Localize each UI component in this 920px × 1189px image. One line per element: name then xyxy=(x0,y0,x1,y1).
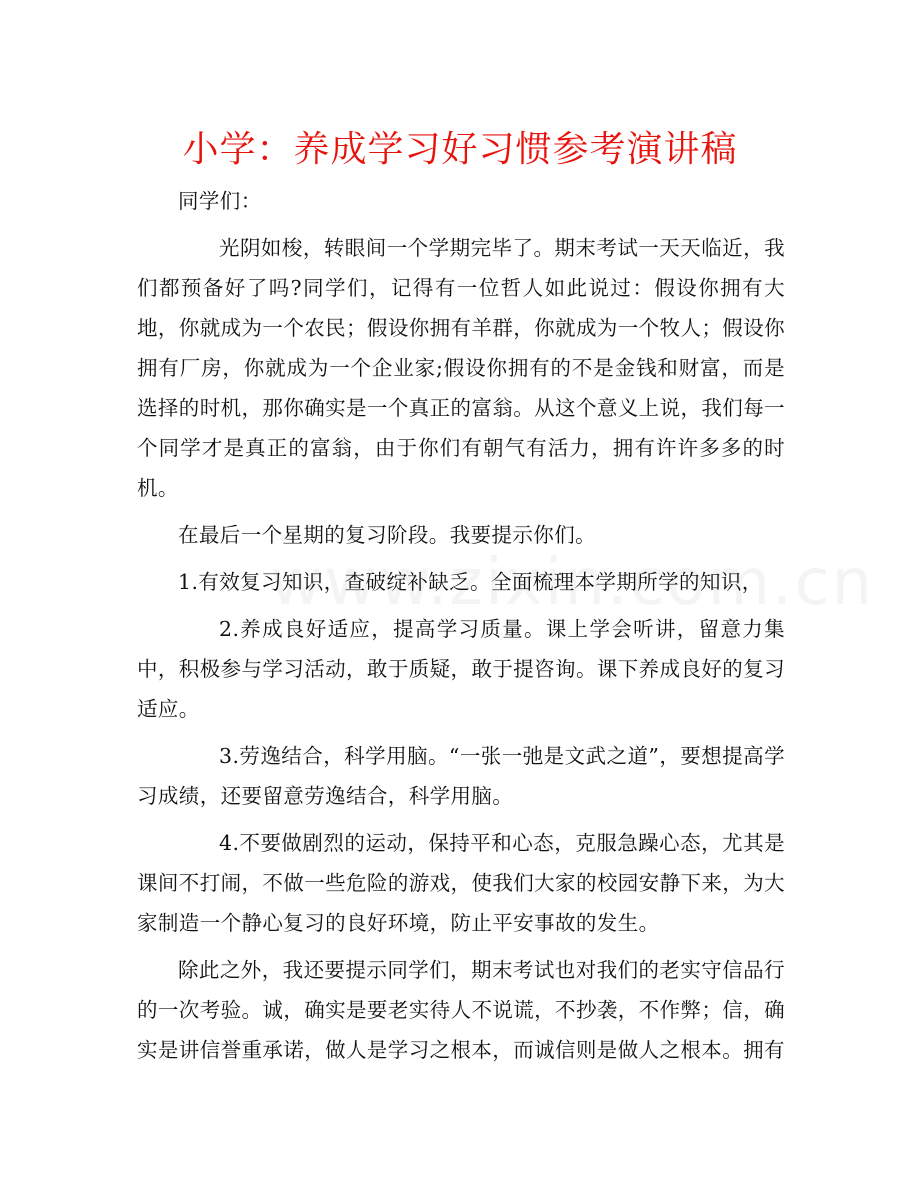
list-item-2: 2.养成良好适应，提高学习质量。课上学会听讲，留意力集中，积极参与学习活动，敢于质疑，敢于提咨询。课下养成良好的复习适应。 xyxy=(137,617,785,721)
body-paragraph-2: 在最后一个星期的复习阶段。我要提示你们。 xyxy=(178,523,596,547)
body-paragraph-1: 光阴如梭，转眼间一个学期完毕了。期末考试一天天临近，我们都预备好了吗?同学们，记得有一位哲人如此说过：假设你拥有大地，你就成为一个农民；假设你拥有羊群，你就成为一个牧人；假设你拥有厂房，你就成为一个企业家;假设你拥有的不是金钱和财富，而是选择的时机，那你确实是一个真正的富翁。从这个意义上说，我们每一个同学才是真正的富翁，由于你们有朝气有活力，拥有许许多多的时机。 xyxy=(137,236,785,500)
document-title: 小学：养成学习好习惯参考演讲稿 xyxy=(182,129,738,170)
document-body xyxy=(137,181,785,1070)
list-item-4: 4.不要做剧烈的运动，保持平和心态，克服急躁心态，尤其是课间不打闹，不做一些危险的游戏，使我们大家的校园安静下来，为大家制造一个静心复习的良好环境，防止平安事故的发生。 xyxy=(137,831,785,935)
salutation-paragraph: 同学们： xyxy=(178,189,262,213)
list-item-3: 3.劳逸结合，科学用脑。“一张一弛是文武之道”，要想提高学习成绩，还要留意劳逸结合，科学用脑。 xyxy=(137,744,785,808)
list-item-1: 1.有效复习知识，查破绽补缺乏。全面梳理本学期所学的知识， xyxy=(178,570,763,594)
body-paragraph-3: 除此之外，我还要提示同学们，期末考试也对我们的老实守信品行的一次考验。诚，确实是要老实待人不说谎，不抄袭，不作弊；信，确实是讲信誉重承诺，做人是学习之根本，而诚信则是做人之根本。拥有 xyxy=(137,958,785,1062)
